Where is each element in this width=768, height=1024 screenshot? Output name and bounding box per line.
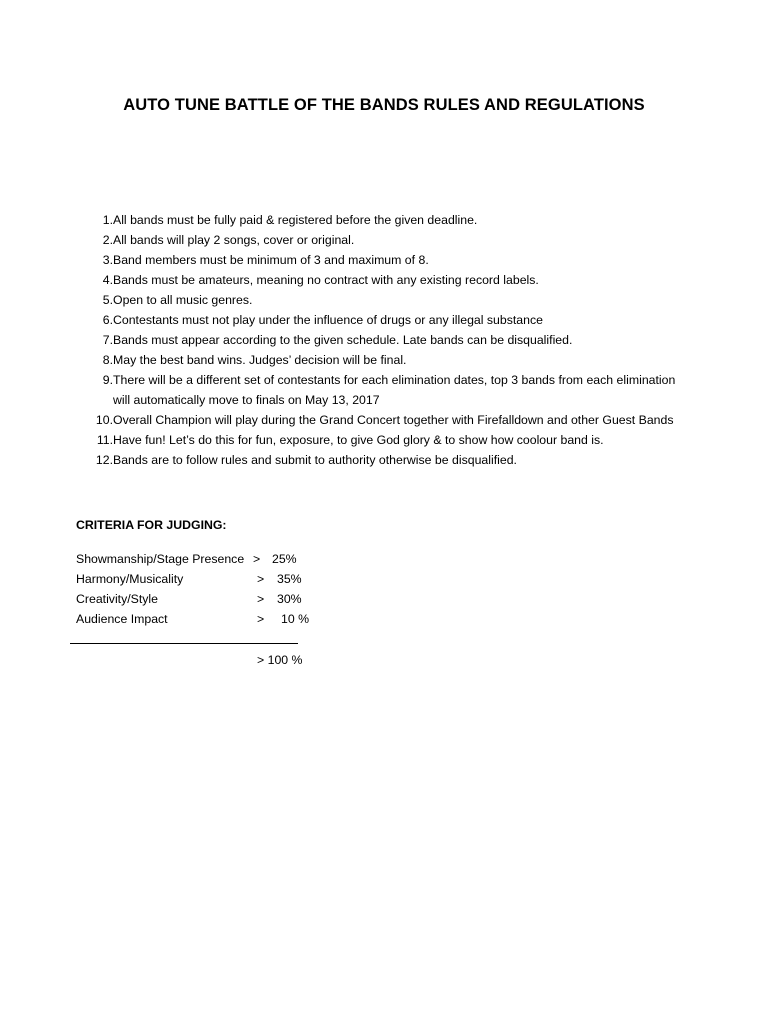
- rule-number: 2.: [102, 233, 113, 247]
- criteria-percent: 10 %: [281, 612, 310, 626]
- rule-item: [76, 410, 716, 430]
- criteria-name: Showmanship/Stage Presence: [76, 552, 245, 566]
- rule-item: [76, 350, 716, 370]
- rule-text-line: There will be a different set of contestants for each elimination dates, top 3 bands from each elimination: [113, 373, 676, 387]
- total-divider-line: [70, 643, 298, 644]
- criteria-separator: >: [257, 612, 265, 626]
- rule-number: 3.: [102, 253, 113, 267]
- rule-number: 1.: [102, 213, 113, 227]
- rule-number: 5.: [102, 293, 113, 307]
- rule-text-line: will automatically move to finals on May 13, 2017: [113, 393, 380, 407]
- rule-item: [76, 310, 716, 330]
- criteria-name: Audience Impact: [76, 612, 168, 626]
- rule-item: [76, 290, 716, 310]
- criteria-name: Harmony/Musicality: [76, 572, 184, 586]
- criteria-percent: 25%: [272, 552, 297, 566]
- rule-number: 11.: [96, 433, 113, 447]
- rule-text: [113, 370, 716, 410]
- rule-item: [76, 270, 716, 290]
- criteria-heading: CRITERIA FOR JUDGING:: [76, 518, 227, 532]
- rule-text: All bands will play 2 songs, cover or original.: [113, 233, 355, 247]
- rule-text: Overall Champion will play during the Grand Concert together with Firefalldown and other Guest Bands: [113, 413, 674, 427]
- rule-text: Bands must be amateurs, meaning no contract with any existing record labels.: [113, 273, 539, 287]
- rule-text: May the best band wins. Judges’ decision will be final.: [113, 353, 407, 367]
- rules-list: [76, 210, 716, 470]
- criteria-separator: >: [253, 552, 261, 566]
- rule-text: Bands must appear according to the given schedule. Late bands can be disqualified.: [113, 333, 573, 347]
- rule-item: [76, 370, 716, 410]
- rule-number: 7.: [102, 333, 113, 347]
- criteria-percent: 35%: [277, 572, 302, 586]
- rule-text: Have fun! Let’s do this for fun, exposure, to give God glory & to show how coolour band is.: [113, 433, 604, 447]
- rule-number: 12.: [95, 453, 113, 467]
- rule-number: 9.: [102, 373, 113, 387]
- rule-number: 8.: [102, 353, 113, 367]
- rule-item: [76, 210, 716, 230]
- rule-text: Contestants must not play under the influence of drugs or any illegal substance: [113, 313, 543, 327]
- rule-item: [76, 450, 716, 470]
- criteria-total: [257, 650, 302, 670]
- total-separator: >: [257, 653, 265, 667]
- document-title: AUTO TUNE BATTLE OF THE BANDS RULES AND REGULATIONS: [123, 96, 645, 114]
- rule-text: Bands are to follow rules and submit to authority otherwise be disqualified.: [113, 453, 517, 467]
- rule-text: Band members must be minimum of 3 and maximum of 8.: [113, 253, 429, 267]
- criteria-percent: 30%: [277, 592, 302, 606]
- rule-item: [76, 430, 716, 450]
- criteria-name: Creativity/Style: [76, 592, 159, 606]
- rule-item: [76, 250, 716, 270]
- rule-number: 6.: [102, 313, 113, 327]
- criteria-separator: >: [257, 592, 265, 606]
- rule-number: 10.: [95, 413, 113, 427]
- rule-item: [76, 330, 716, 350]
- rule-number: 4.: [102, 273, 113, 287]
- rule-text: All bands must be fully paid & registered before the given deadline.: [113, 213, 478, 227]
- total-percent: 100 %: [267, 653, 303, 667]
- criteria-separator: >: [257, 572, 265, 586]
- rule-item: [76, 230, 716, 250]
- rule-text: Open to all music genres.: [113, 293, 253, 307]
